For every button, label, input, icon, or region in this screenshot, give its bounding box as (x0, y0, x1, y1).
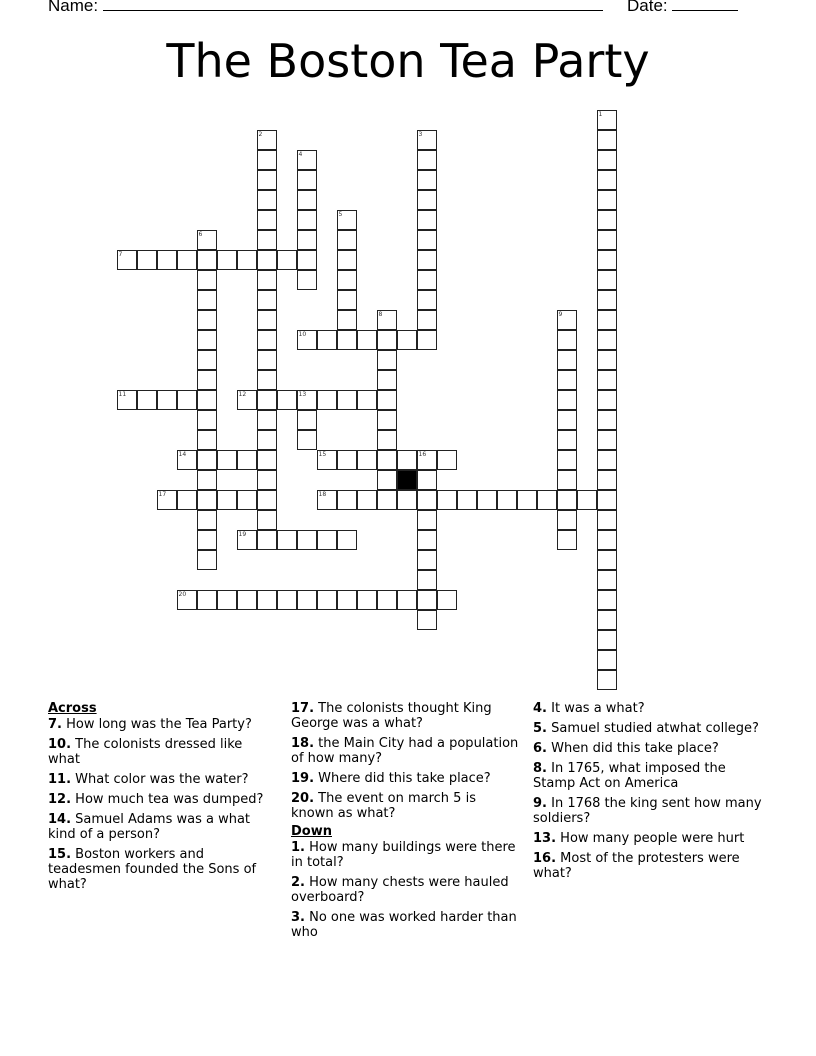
grid-cell[interactable] (197, 550, 217, 570)
grid-cell[interactable] (597, 530, 617, 550)
grid-cell[interactable] (597, 130, 617, 150)
clue-number: 12 (238, 390, 247, 398)
grid-cell[interactable] (597, 470, 617, 490)
grid-cell[interactable] (297, 270, 317, 290)
grid-cell[interactable] (177, 590, 197, 610)
grid-cell[interactable] (357, 390, 377, 410)
grid-cell[interactable] (297, 410, 317, 430)
grid-cell[interactable] (597, 230, 617, 250)
date-label: Date: (627, 0, 668, 15)
grid-cell[interactable] (417, 590, 437, 610)
clue-number: 13 (298, 390, 307, 398)
grid-cell[interactable] (257, 190, 277, 210)
grid-cell[interactable] (597, 310, 617, 330)
grid-cell[interactable] (197, 250, 217, 270)
grid-cell[interactable] (397, 450, 417, 470)
grid-cell[interactable] (417, 530, 437, 550)
clue-across-17: 17. The colonists thought King George was a what? (291, 701, 492, 731)
clue-number: 17 (158, 490, 167, 498)
clue-across-15: 15. Boston workers and teadesmen founded the Sons of what? (48, 847, 257, 892)
grid-cell[interactable] (137, 390, 157, 410)
grid-cell[interactable] (297, 430, 317, 450)
clue-number: 18 (318, 490, 327, 498)
clue-number: 10 (298, 330, 307, 338)
grid-cell[interactable] (597, 430, 617, 450)
grid-cell[interactable] (277, 250, 297, 270)
grid-cell[interactable] (337, 270, 357, 290)
grid-cell[interactable] (197, 530, 217, 550)
clue-down-3: 3. No one was worked harder than who (291, 910, 517, 940)
grid-cell[interactable] (257, 250, 277, 270)
grid-cell[interactable] (257, 350, 277, 370)
grid-cell[interactable] (457, 490, 477, 510)
grid-cell[interactable] (377, 330, 397, 350)
grid-cell[interactable] (417, 610, 437, 630)
grid-cell[interactable] (417, 150, 437, 170)
grid-cell[interactable] (437, 490, 457, 510)
clue-number: 1 (598, 110, 603, 118)
grid-cell[interactable] (417, 310, 437, 330)
grid-cell[interactable] (257, 490, 277, 510)
grid-cell[interactable] (177, 490, 197, 510)
grid-cell[interactable] (137, 250, 157, 270)
grid-cell[interactable] (197, 510, 217, 530)
grid-cell[interactable] (197, 390, 217, 410)
grid-cell[interactable] (597, 410, 617, 430)
clue-across-18: 18. the Main City had a population of how many? (291, 736, 519, 766)
grid-cell[interactable] (597, 210, 617, 230)
grid-cell[interactable] (417, 550, 437, 570)
grid-cell[interactable] (377, 430, 397, 450)
grid-cell[interactable] (197, 350, 217, 370)
grid-cell[interactable] (537, 490, 557, 510)
clue-across-12: 12. How much tea was dumped? (48, 792, 264, 807)
grid-cell[interactable] (597, 570, 617, 590)
grid-cell[interactable] (257, 390, 277, 410)
grid-cell[interactable] (597, 670, 617, 690)
grid-cell[interactable] (297, 530, 317, 550)
grid-cell[interactable] (297, 170, 317, 190)
clue-number: 19 (238, 530, 247, 538)
grid-cell[interactable] (517, 490, 537, 510)
down-heading: Down (291, 824, 332, 839)
clue-across-19: 19. Where did this take place? (291, 771, 491, 786)
grid-cell[interactable] (197, 270, 217, 290)
grid-cell[interactable] (437, 590, 457, 610)
grid-cell[interactable] (277, 590, 297, 610)
grid-cell[interactable] (597, 350, 617, 370)
grid-cell[interactable] (377, 470, 397, 490)
clue-down-2: 2. How many chests were hauled overboard? (291, 875, 509, 905)
clue-across-10: 10. The colonists dressed like what (48, 737, 243, 767)
grid-cell[interactable] (177, 450, 197, 470)
clue-number: 4 (298, 150, 303, 158)
grid-cell[interactable] (337, 310, 357, 330)
grid-cell[interactable] (257, 170, 277, 190)
grid-cell[interactable] (377, 310, 397, 330)
grid-cell[interactable] (337, 590, 357, 610)
clues-column-2 (291, 701, 521, 945)
grid-cell[interactable] (597, 250, 617, 270)
grid-cell[interactable] (557, 350, 577, 370)
grid-cell[interactable] (417, 170, 437, 190)
grid-cell[interactable] (597, 650, 617, 670)
grid-cell[interactable] (117, 390, 137, 410)
grid-cell[interactable] (197, 230, 217, 250)
clue-number: 14 (178, 450, 187, 458)
grid-cell[interactable] (397, 590, 417, 610)
grid-cell[interactable] (257, 310, 277, 330)
grid-cell[interactable] (557, 390, 577, 410)
clue-down-5: 5. Samuel studied atwhat college? (533, 721, 759, 736)
grid-cell[interactable] (417, 250, 437, 270)
grid-cell[interactable] (197, 450, 217, 470)
grid-cell[interactable] (417, 210, 437, 230)
grid-cell[interactable] (377, 390, 397, 410)
grid-cell[interactable] (557, 370, 577, 390)
grid-cell[interactable] (277, 390, 297, 410)
grid-cell[interactable] (257, 370, 277, 390)
grid-cell[interactable] (257, 210, 277, 230)
grid-cell[interactable] (557, 450, 577, 470)
grid-cell[interactable] (157, 390, 177, 410)
grid-cell[interactable] (297, 250, 317, 270)
grid-cell[interactable] (397, 490, 417, 510)
across-heading: Across (48, 701, 97, 716)
grid-cell[interactable] (257, 450, 277, 470)
grid-cell[interactable] (597, 450, 617, 470)
grid-cell[interactable] (197, 430, 217, 450)
grid-cell[interactable] (557, 530, 577, 550)
clues-column-1 (48, 701, 278, 897)
grid-cell[interactable] (597, 550, 617, 570)
grid-cell[interactable] (277, 530, 297, 550)
clue-across-20: 20. The event on march 5 is known as what? (291, 791, 476, 821)
grid-cell[interactable] (177, 250, 197, 270)
grid-cell[interactable] (157, 250, 177, 270)
name-label: Name: (48, 0, 99, 15)
grid-cell[interactable] (597, 110, 617, 130)
clue-down-13: 13. How many people were hurt (533, 831, 745, 846)
grid-cell[interactable] (597, 270, 617, 290)
grid-cell[interactable] (577, 490, 597, 510)
black-cell (397, 470, 417, 490)
grid-cell[interactable] (417, 290, 437, 310)
clue-number: 7 (118, 250, 123, 258)
grid-cell[interactable] (557, 310, 577, 330)
grid-cell[interactable] (257, 410, 277, 430)
grid-cell[interactable] (257, 470, 277, 490)
grid-cell[interactable] (217, 490, 237, 510)
grid-cell[interactable] (237, 390, 257, 410)
grid-cell[interactable] (377, 350, 397, 370)
grid-cell[interactable] (217, 590, 237, 610)
grid-cell[interactable] (237, 450, 257, 470)
clue-down-8: 8. In 1765, what imposed the Stamp Act on America (533, 761, 726, 791)
grid-cell[interactable] (257, 270, 277, 290)
grid-cell[interactable] (177, 390, 197, 410)
grid-cell[interactable] (417, 490, 437, 510)
grid-cell[interactable] (597, 190, 617, 210)
clue-number: 11 (118, 390, 127, 398)
grid-cell[interactable] (217, 250, 237, 270)
grid-cell[interactable] (557, 410, 577, 430)
grid-cell[interactable] (417, 570, 437, 590)
grid-cell[interactable] (337, 490, 357, 510)
clue-number: 6 (198, 230, 203, 238)
clue-across-7: 7. How long was the Tea Party? (48, 717, 252, 732)
clue-number: 16 (418, 450, 427, 458)
grid-cell[interactable] (417, 450, 437, 470)
grid-cell[interactable] (197, 470, 217, 490)
grid-cell[interactable] (417, 470, 437, 490)
grid-cell[interactable] (257, 430, 277, 450)
grid-cell[interactable] (297, 230, 317, 250)
grid-cell[interactable] (257, 530, 277, 550)
grid-cell[interactable] (417, 190, 437, 210)
grid-cell[interactable] (377, 370, 397, 390)
grid-cell[interactable] (297, 210, 317, 230)
grid-cell[interactable] (197, 330, 217, 350)
grid-cell[interactable] (377, 490, 397, 510)
grid-cell[interactable] (337, 290, 357, 310)
grid-cell[interactable] (597, 510, 617, 530)
grid-cell[interactable] (337, 390, 357, 410)
grid-cell[interactable] (337, 230, 357, 250)
grid-cell[interactable] (477, 490, 497, 510)
grid-cell[interactable] (417, 130, 437, 150)
grid-cell[interactable] (337, 330, 357, 350)
grid-cell[interactable] (497, 490, 517, 510)
clue-number: 2 (258, 130, 263, 138)
clue-number: 3 (418, 130, 423, 138)
grid-cell[interactable] (217, 450, 237, 470)
grid-cell[interactable] (437, 450, 457, 470)
grid-cell[interactable] (197, 310, 217, 330)
grid-cell[interactable] (157, 490, 177, 510)
grid-cell[interactable] (597, 370, 617, 390)
grid-cell[interactable] (237, 530, 257, 550)
grid-cell[interactable] (317, 330, 337, 350)
grid-cell[interactable] (257, 150, 277, 170)
clue-number: 8 (378, 310, 383, 318)
grid-cell[interactable] (197, 490, 217, 510)
grid-cell[interactable] (337, 450, 357, 470)
grid-cell[interactable] (597, 390, 617, 410)
grid-cell[interactable] (557, 510, 577, 530)
grid-cell[interactable] (417, 330, 437, 350)
grid-cell[interactable] (557, 490, 577, 510)
grid-cell[interactable] (557, 430, 577, 450)
clue-down-1: 1. How many buildings were there in total? (291, 840, 516, 870)
grid-cell[interactable] (257, 130, 277, 150)
grid-cell[interactable] (597, 150, 617, 170)
grid-cell[interactable] (397, 330, 417, 350)
clue-down-6: 6. When did this take place? (533, 741, 719, 756)
grid-cell[interactable] (197, 410, 217, 430)
grid-cell[interactable] (297, 390, 317, 410)
grid-cell[interactable] (237, 590, 257, 610)
grid-cell[interactable] (597, 610, 617, 630)
grid-cell[interactable] (597, 170, 617, 190)
grid-cell[interactable] (297, 590, 317, 610)
grid-cell[interactable] (417, 510, 437, 530)
clue-number: 9 (558, 310, 563, 318)
grid-cell[interactable] (257, 510, 277, 530)
grid-cell[interactable] (237, 250, 257, 270)
grid-cell[interactable] (337, 250, 357, 270)
grid-cell[interactable] (197, 290, 217, 310)
grid-cell[interactable] (257, 330, 277, 350)
grid-cell[interactable] (117, 250, 137, 270)
grid-cell[interactable] (597, 290, 617, 310)
grid-cell[interactable] (257, 290, 277, 310)
grid-cell[interactable] (377, 450, 397, 470)
grid-cell[interactable] (557, 470, 577, 490)
clue-down-4: 4. It was a what? (533, 701, 645, 716)
clue-across-14: 14. Samuel Adams was a what kind of a person? (48, 812, 251, 842)
grid-cell[interactable] (297, 150, 317, 170)
grid-cell[interactable] (297, 190, 317, 210)
grid-cell[interactable] (317, 590, 337, 610)
clue-number: 15 (318, 450, 327, 458)
grid-cell[interactable] (357, 590, 377, 610)
grid-cell[interactable] (197, 370, 217, 390)
grid-cell[interactable] (597, 630, 617, 650)
grid-cell[interactable] (297, 330, 317, 350)
grid-cell[interactable] (317, 450, 337, 470)
page-title: The Boston Tea Party (166, 34, 650, 88)
grid-cell[interactable] (337, 210, 357, 230)
clues-column-3 (533, 701, 769, 886)
grid-cell[interactable] (597, 590, 617, 610)
grid-cell[interactable] (377, 590, 397, 610)
grid-cell[interactable] (317, 530, 337, 550)
grid-cell[interactable] (357, 490, 377, 510)
grid-cell[interactable] (597, 330, 617, 350)
grid-cell[interactable] (417, 270, 437, 290)
clue-down-9: 9. In 1768 the king sent how many soldiers? (533, 796, 762, 826)
grid-cell[interactable] (317, 390, 337, 410)
grid-cell[interactable] (557, 330, 577, 350)
clue-across-11: 11. What color was the water? (48, 772, 249, 787)
grid-cell[interactable] (417, 230, 437, 250)
grid-cell[interactable] (257, 590, 277, 610)
grid-cell[interactable] (237, 490, 257, 510)
grid-cell[interactable] (317, 490, 337, 510)
clue-number: 20 (178, 590, 187, 598)
grid-cell[interactable] (257, 230, 277, 250)
clue-down-16: 16. Most of the protesters were what? (533, 851, 740, 881)
clue-number: 5 (338, 210, 343, 218)
grid-cell[interactable] (197, 590, 217, 610)
grid-cell[interactable] (377, 410, 397, 430)
grid-cell[interactable] (337, 530, 357, 550)
grid-cell[interactable] (357, 330, 377, 350)
grid-cell[interactable] (597, 490, 617, 510)
grid-cell[interactable] (357, 450, 377, 470)
